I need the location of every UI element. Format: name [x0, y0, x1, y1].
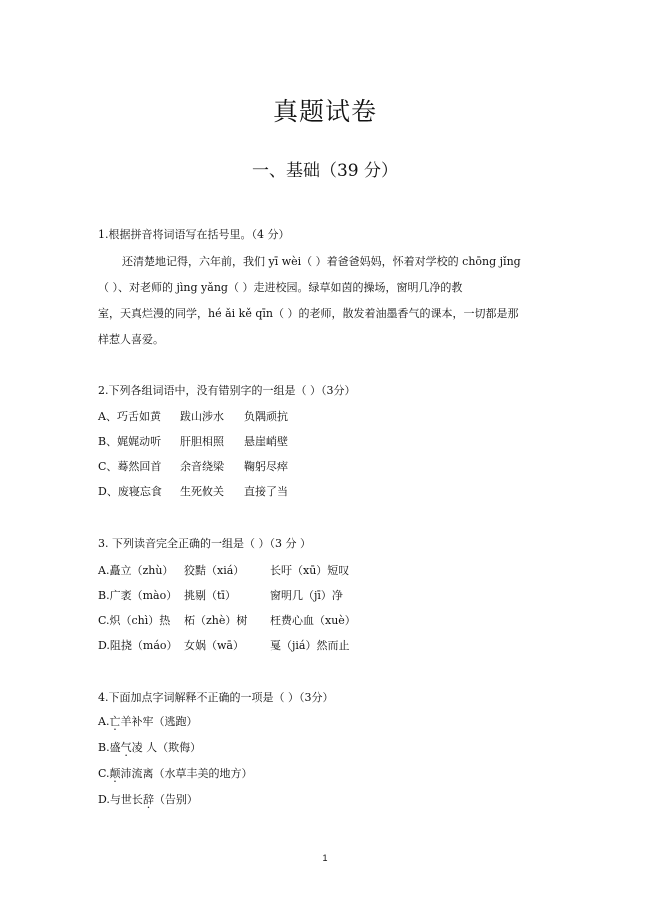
option-prefix: A. [98, 715, 110, 728]
option-word: 负隅顽抗 [244, 410, 288, 423]
option-part: 枉费心血（xuè） [270, 614, 356, 627]
question-4-option-d [98, 791, 198, 807]
option-part: 女娲（wā） [184, 639, 244, 652]
option-word: 余音绕梁 [180, 460, 224, 473]
section-title: 一、基础（39 分） [251, 161, 399, 181]
option-part: 挑剔（tī） [184, 589, 236, 602]
option-label: A、巧舌如黄 [98, 410, 161, 423]
dotted-char: 辞 [142, 793, 154, 806]
option-word: 肝胆相照 [180, 435, 224, 448]
option-word: 悬崖峭壁 [244, 435, 288, 448]
question-4-option-c [98, 765, 253, 781]
question-3-option-b [98, 587, 343, 603]
option-word: 跋山涉水 [180, 410, 224, 423]
question-4-option-a [98, 713, 197, 729]
question-3-option-d [98, 637, 350, 653]
page-title: 真题试卷 [272, 97, 377, 126]
option-prefix: D.与世长 [98, 793, 143, 806]
question-2-option-c [98, 458, 288, 474]
question-1-line-3: 室，天真烂漫的同学，hé ǎi kě qīn（ ）的老师，散发着油墨香气的课本，一切都是那 [98, 307, 519, 320]
option-rest: 沛流离（水草丰美的地方） [120, 767, 253, 780]
option-rest: 人（欺侮） [142, 741, 202, 754]
question-1-stem: 1.根据拼音将词语写在括号里。（4 分） [98, 228, 290, 241]
option-part: D.阻挠（máo） [98, 639, 178, 652]
dotted-char: 盛气凌 [109, 741, 143, 754]
question-1-line-4: 样惹人喜爱。 [98, 333, 164, 346]
question-3-option-a [98, 562, 349, 578]
option-label: B、娓娓动听 [98, 435, 162, 448]
question-1-line-2: （ ）、对老师的 jìng yǎng（ ）走进校园。绿草如茵的操场，窗明几净的教 [98, 281, 463, 294]
option-part: 长吁（xū）短叹 [270, 564, 350, 577]
option-part: C.炽（chì）热 [98, 614, 171, 627]
option-label: C、蓦然回首 [98, 460, 162, 473]
option-prefix: C. [98, 767, 110, 780]
question-4-stem: 4.下面加点字词解释不正确的一项是（ ）（3分） [98, 691, 334, 704]
question-3-stem: 3. 下列读音完全正确的一组是（ ）（3 分 ） [98, 537, 311, 550]
option-part: 柘（zhè）树 [184, 614, 248, 627]
page-number: 1 [322, 853, 328, 863]
option-part: 窗明几（jī）净 [270, 589, 343, 602]
option-prefix: B. [98, 741, 110, 754]
question-4-option-b [98, 739, 201, 755]
option-part: 狡黠（xiá） [184, 564, 245, 577]
question-1-line-1: 还清楚地记得，六年前，我们 yī wèi（ ）着爸爸妈妈，怀着对学校的 chōng jǐng [122, 255, 521, 268]
option-word: 鞠躬尽瘁 [244, 460, 288, 473]
option-part: 戛（jiá）然而止 [270, 639, 350, 652]
dotted-char: 颠 [109, 767, 121, 780]
question-3-option-c [98, 612, 356, 628]
option-label: D、废寝忘食 [98, 485, 162, 498]
question-2-stem: 2.下列各组词语中，没有错别字的一组是（ ）（3分） [98, 384, 356, 397]
option-word: 直接了当 [244, 485, 288, 498]
question-2-option-d [98, 483, 288, 499]
option-rest: （告别） [153, 793, 198, 806]
option-part: A.矗立（zhù） [98, 564, 174, 577]
option-part: B.广袤（mào） [98, 589, 178, 602]
option-word: 生死攸关 [180, 485, 224, 498]
question-2-option-b [98, 433, 288, 449]
option-rest: 羊补牢（逃跑） [120, 715, 198, 728]
dotted-char: 亡 [109, 715, 121, 728]
question-2-option-a [98, 408, 288, 424]
